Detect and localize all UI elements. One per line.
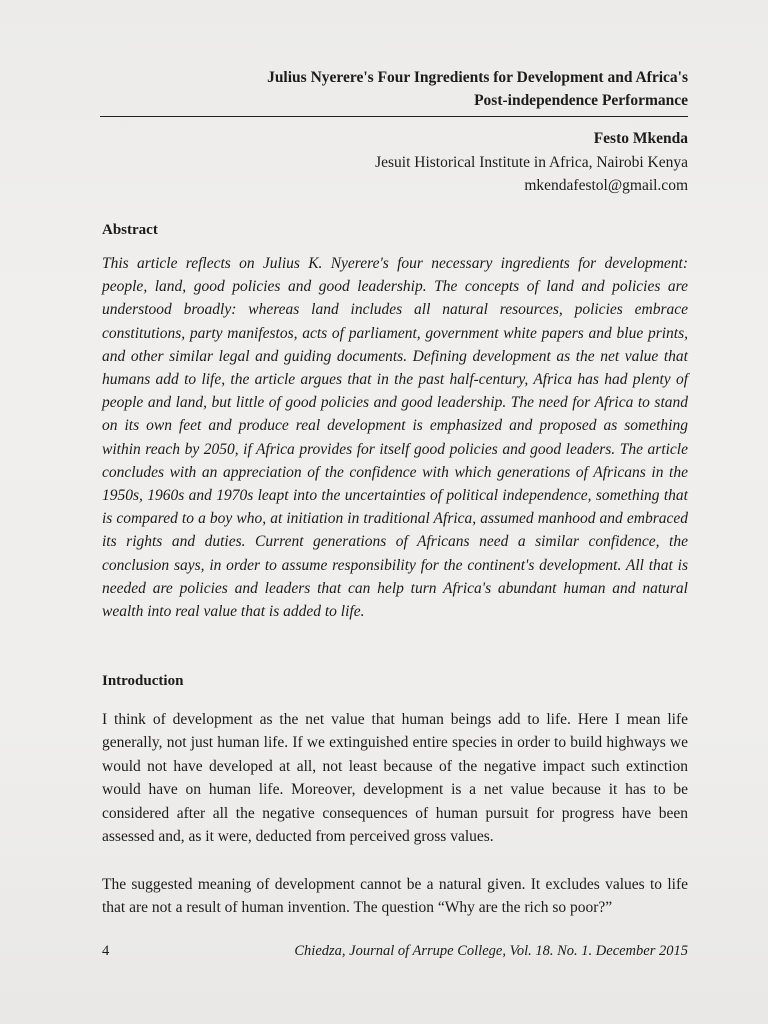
- abstract-text: This article reflects on Julius K. Nyerere's four necessary ingredients for development: people, land, good policies and good leadership. The concepts of land and policies are understood broadly: whereas land includes all natural resources, policies embrace constitutions, party manifestos, acts of parliament, government white papers and blue prints, and other similar legal and guiding documents. Defining development as the net value that humans add to life, the article argues that in the past half-century, Africa has had plenty of people and land, but little of good policies and good leadership. The need for Africa to stand on its own feet and produce real development is emphasized and proposed as something within reach by 2050, if Africa provides for itself good policies and good leaders. The article concludes with an appreciation of the confidence with which generations of Africans in the 1950s, 1960s and 1970s leapt into the uncertainties of political independence, something that is compared to a boy who, at initiation in traditional Africa, assumed manhood and embraced its rights and duties. Current generations of Africans need a similar confidence, the conclusion says, in order to assume responsibility for the continent's development. All that is needed are policies and leaders that can help turn Africa's abundant human and natural wealth into real value that is added to life.: [102, 255, 688, 621]
- article-title-line-1: Julius Nyerere's Four Ingredients for Development and Africa's: [267, 69, 688, 86]
- journal-citation: Chiedza, Journal of Arrupe College, Vol. 18. No. 1. December 2015: [294, 943, 688, 959]
- introduction-paragraph-2: The suggested meaning of development cannot be a natural given. It excludes values to life that are not a result of human invention. The question “Why are the rich so poor?”: [102, 876, 688, 917]
- page-number: 4: [102, 943, 110, 959]
- author-name: Festo Mkenda: [593, 130, 688, 147]
- author-email: mkendafestol@gmail.com: [524, 177, 688, 194]
- article-title-line-2: Post-independence Performance: [474, 92, 688, 109]
- author-block: [100, 127, 688, 198]
- introduction-heading: Introduction: [102, 673, 184, 689]
- abstract-heading: Abstract: [102, 222, 158, 238]
- introduction-paragraph-1: I think of development as the net value that human beings add to life. Here I mean life generally, not just human life. If we extinguished entire species in order to build highways we would not have developed at all, not least because of the negative impact such extinction would have on human life. Moreover, development is a net value because it has to be considered after all the negative consequences of human pursuit for progress have been assessed and, as it were, deducted from perceived gross values.: [102, 711, 688, 846]
- author-affiliation: Jesuit Historical Institute in Africa, Nairobi Kenya: [375, 153, 688, 171]
- article-title: [100, 66, 688, 112]
- title-divider: [100, 116, 688, 117]
